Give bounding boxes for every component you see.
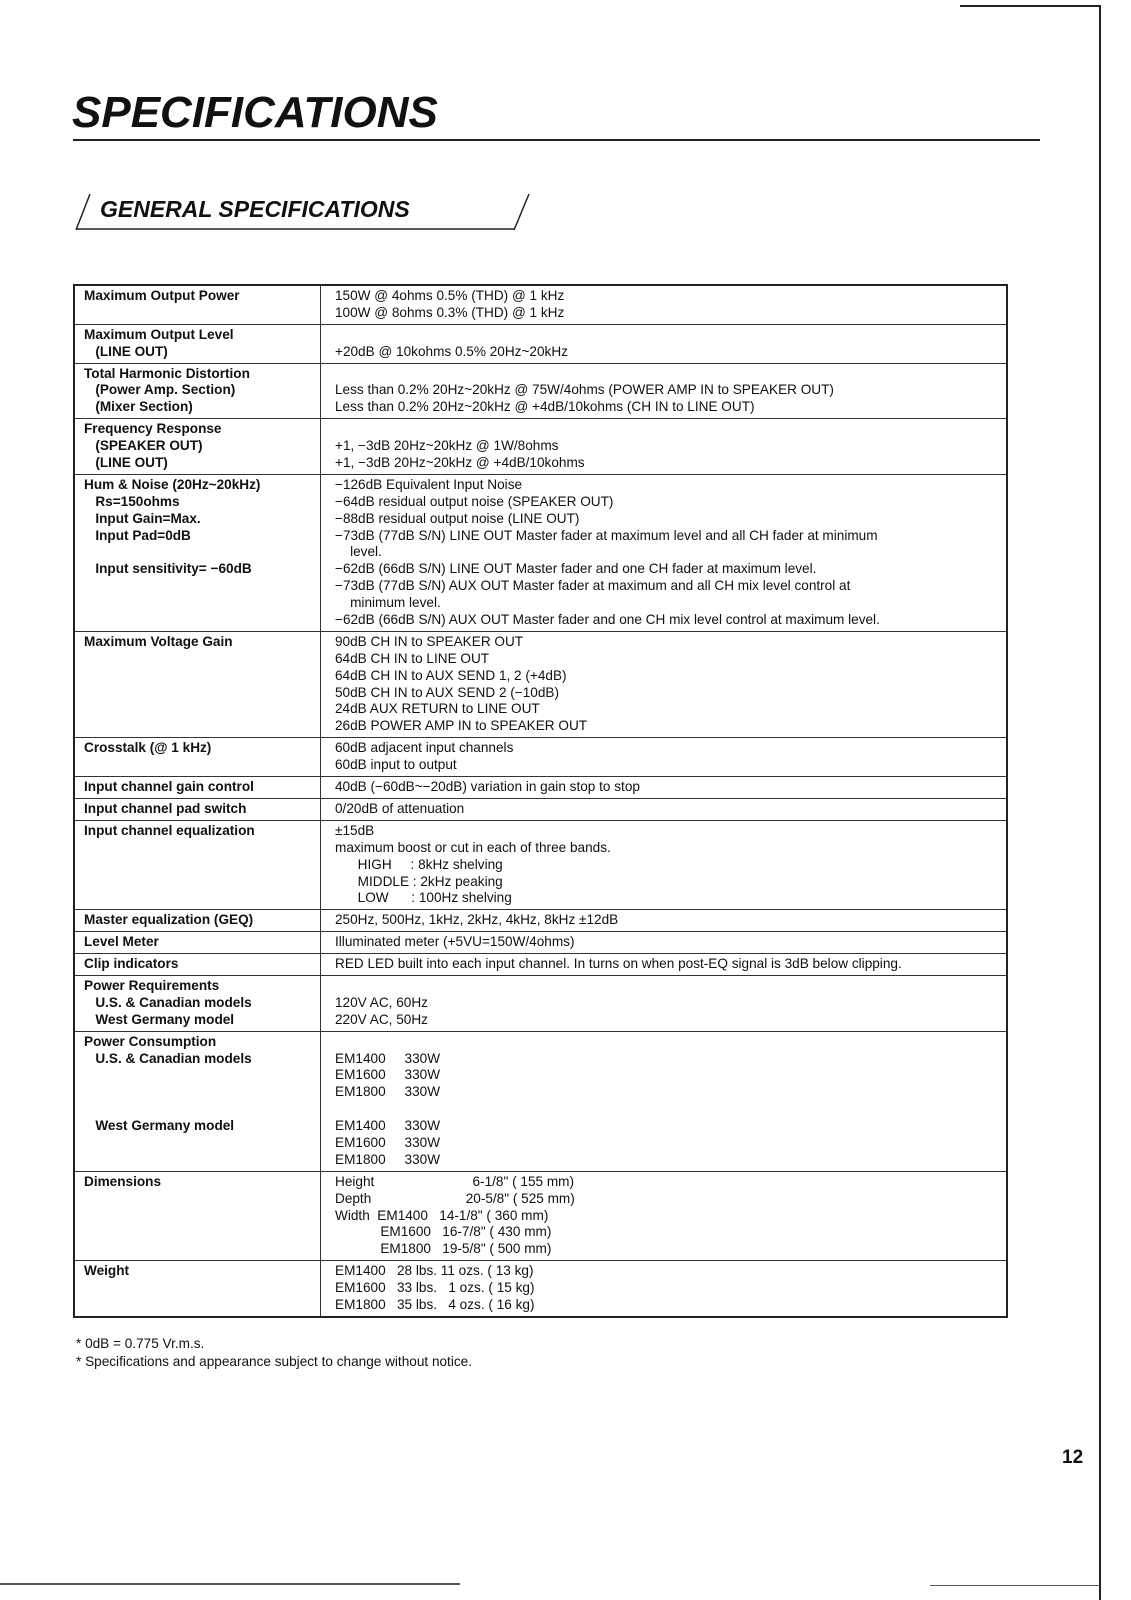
spec-row	[74, 285, 1007, 324]
spec-value: 50dB CH IN to AUX SEND 2 (−10dB)	[335, 684, 560, 700]
spec-value	[335, 366, 998, 383]
spec-row	[74, 910, 1007, 932]
spec-value: level.	[335, 544, 382, 560]
spec-value: EM1800 330W	[335, 1084, 441, 1100]
spec-value: +1, −3dB 20Hz~20kHz @ 1W/8ohms	[335, 438, 559, 454]
spec-value: LOW : 100Hz shelving	[335, 890, 512, 906]
spec-value: 60dB input to output	[335, 757, 457, 773]
spec-label: Crosstalk (@ 1 kHz)	[84, 740, 212, 756]
spec-value-cell	[321, 324, 1008, 363]
spec-value: −73dB (77dB S/N) AUX OUT Master fader at maximum and all CH mix level control at	[335, 578, 851, 594]
spec-value-cell	[321, 285, 1008, 324]
spec-value: RED LED built into each input channel. In turns on when post-EQ signal is 3dB below clipping.	[335, 956, 902, 972]
spec-label: Input channel equalization	[84, 822, 255, 838]
spec-value: −62dB (66dB S/N) LINE OUT Master fader and one CH fader at maximum level.	[335, 561, 817, 577]
spec-label-cell	[74, 975, 321, 1031]
spec-label-cell	[74, 798, 321, 820]
spec-value	[335, 327, 998, 344]
spec-row	[74, 1031, 1007, 1171]
spec-value: EM1400 28 lbs. 11 ozs. ( 13 kg)	[335, 1263, 534, 1279]
spec-label-cell	[74, 738, 321, 777]
spec-value: EM1400 330W	[335, 1118, 441, 1134]
spec-label-cell	[74, 777, 321, 799]
page-border-bottom-right	[930, 1585, 1100, 1586]
spec-label-cell	[74, 285, 321, 324]
spec-label: Maximum Output Level	[84, 326, 234, 342]
spec-label: (LINE OUT)	[84, 343, 168, 359]
spec-value: EM1800 330W	[335, 1151, 441, 1167]
spec-value	[335, 1034, 998, 1051]
spec-value: 90dB CH IN to SPEAKER OUT	[335, 633, 524, 649]
spec-value-cell	[321, 474, 1008, 631]
spec-label: Dimensions	[84, 1173, 162, 1189]
spec-label-cell	[74, 910, 321, 932]
spec-value-cell	[321, 798, 1008, 820]
spec-row	[74, 324, 1007, 363]
spec-value-cell	[321, 1261, 1008, 1317]
spec-value: ±15dB	[335, 822, 375, 838]
spec-label: West Germany model	[84, 1011, 235, 1027]
spec-label-cell	[74, 363, 321, 419]
spec-value: 60dB adjacent input channels	[335, 740, 514, 756]
spec-value: Less than 0.2% 20Hz~20kHz @ +4dB/10kohms (CH IN to LINE OUT)	[335, 399, 755, 415]
spec-value: 26dB POWER AMP IN to SPEAKER OUT	[335, 718, 588, 734]
spec-row	[74, 777, 1007, 799]
page-border-top	[960, 5, 1101, 7]
spec-label-cell	[74, 419, 321, 475]
spec-value-cell	[321, 419, 1008, 475]
spec-label-cell	[74, 932, 321, 954]
spec-row	[74, 820, 1007, 909]
spec-value: 0/20dB of attenuation	[335, 800, 465, 816]
spec-label-cell	[74, 1171, 321, 1260]
spec-label: Input Pad=0dB	[84, 527, 191, 543]
spec-value-cell	[321, 1031, 1008, 1171]
spec-label: Level Meter	[84, 934, 159, 950]
spec-value: −62dB (66dB S/N) AUX OUT Master fader and one CH mix level control at maximum level.	[335, 612, 880, 628]
spec-value: 24dB AUX RETURN to LINE OUT	[335, 701, 540, 717]
section-title: GENERAL SPECIFICATIONS	[100, 196, 410, 222]
spec-value: Illuminated meter (+5VU=150W/4ohms)	[335, 934, 575, 950]
spec-label: Hum & Noise (20Hz~20kHz)	[84, 476, 261, 492]
spec-label: Maximum Voltage Gain	[84, 633, 233, 649]
spec-value: minimum level.	[335, 595, 441, 611]
spec-value: +20dB @ 10kohms 0.5% 20Hz~20kHz	[335, 343, 568, 359]
spec-value-cell	[321, 820, 1008, 909]
spec-label: Input sensitivity= −60dB	[84, 561, 252, 577]
spec-value-cell	[321, 910, 1008, 932]
spec-label-cell	[74, 474, 321, 631]
spec-row	[74, 738, 1007, 777]
spec-label: Input Gain=Max.	[84, 510, 201, 526]
spec-value: −126dB Equivalent Input Noise	[335, 476, 523, 492]
spec-label: Total Harmonic Distortion	[84, 365, 250, 381]
spec-value: EM1400 330W	[335, 1050, 441, 1066]
spec-label: (LINE OUT)	[84, 455, 168, 471]
spec-value-cell	[321, 1171, 1008, 1260]
spec-value-cell	[321, 363, 1008, 419]
spec-row	[74, 954, 1007, 976]
spec-label	[84, 1084, 312, 1101]
spec-value: MIDDLE : 2kHz peaking	[335, 873, 503, 889]
spec-value: 100W @ 8ohms 0.3% (THD) @ 1 kHz	[335, 304, 565, 320]
spec-value-cell	[321, 738, 1008, 777]
spec-label: Clip indicators	[84, 956, 179, 972]
spec-value: EM1600 330W	[335, 1067, 441, 1083]
spec-label: Input channel gain control	[84, 779, 254, 795]
spec-value: −88dB residual output noise (LINE OUT)	[335, 510, 580, 526]
spec-label-cell	[74, 1031, 321, 1171]
spec-label-cell	[74, 820, 321, 909]
spec-row	[74, 631, 1007, 737]
page-border-right	[1099, 6, 1101, 1600]
spec-label: Input channel pad switch	[84, 800, 247, 816]
spec-label	[84, 1101, 312, 1118]
spec-value: 64dB CH IN to LINE OUT	[335, 650, 490, 666]
spec-label-cell	[74, 631, 321, 737]
spec-value: 64dB CH IN to AUX SEND 1, 2 (+4dB)	[335, 667, 567, 683]
footnote: * Specifications and appearance subject to change without notice.	[76, 1354, 472, 1369]
spec-value-cell	[321, 631, 1008, 737]
spec-row	[74, 1261, 1007, 1317]
spec-value: HIGH : 8kHz shelving	[335, 856, 503, 872]
title-underline	[73, 139, 1040, 141]
spec-value: EM1600 330W	[335, 1134, 441, 1150]
spec-label: Rs=150ohms	[84, 493, 180, 509]
spec-value-cell	[321, 954, 1008, 976]
spec-row	[74, 975, 1007, 1031]
spec-value-cell	[321, 975, 1008, 1031]
spec-value	[335, 421, 998, 438]
spec-value	[335, 1101, 998, 1118]
spec-row	[74, 419, 1007, 475]
spec-label: U.S. & Canadian models	[84, 1050, 252, 1066]
spec-value: 250Hz, 500Hz, 1kHz, 2kHz, 4kHz, 8kHz ±12dB	[335, 912, 619, 928]
spec-value: 40dB (−60dB~−20dB) variation in gain stop to stop	[335, 779, 640, 795]
spec-value: −64dB residual output noise (SPEAKER OUT)	[335, 493, 614, 509]
spec-label: Power Consumption	[84, 1033, 217, 1049]
spec-label: (Mixer Section)	[84, 399, 193, 415]
spec-value: maximum boost or cut in each of three bands.	[335, 839, 611, 855]
spec-label	[84, 544, 312, 561]
spec-value: Depth 20-5/8" ( 525 mm)	[335, 1190, 575, 1206]
spec-value: 120V AC, 60Hz	[335, 994, 428, 1010]
spec-row	[74, 1171, 1007, 1260]
spec-value: Height 6-1/8" ( 155 mm)	[335, 1173, 575, 1189]
spec-value: −73dB (77dB S/N) LINE OUT Master fader at maximum level and all CH fader at minimum	[335, 527, 878, 543]
spec-row	[74, 932, 1007, 954]
spec-label	[84, 1067, 312, 1084]
spec-label: Power Requirements	[84, 977, 220, 993]
spec-label-cell	[74, 954, 321, 976]
spec-label: West Germany model	[84, 1118, 235, 1134]
footnote: * 0dB = 0.775 Vr.m.s.	[76, 1336, 205, 1351]
page-border-bottom	[0, 1583, 460, 1585]
spec-value: +1, −3dB 20Hz~20kHz @ +4dB/10kohms	[335, 455, 585, 471]
spec-value-cell	[321, 932, 1008, 954]
spec-value: EM1600 33 lbs. 1 ozs. ( 15 kg)	[335, 1280, 535, 1296]
spec-label: Weight	[84, 1263, 130, 1279]
spec-value: EM1800 35 lbs. 4 ozs. ( 16 kg)	[335, 1296, 535, 1312]
spec-row	[74, 474, 1007, 631]
spec-row	[74, 798, 1007, 820]
spec-value: Less than 0.2% 20Hz~20kHz @ 75W/4ohms (POWER AMP IN to SPEAKER OUT)	[335, 382, 834, 398]
spec-value: Width EM1400 14-1/8" ( 360 mm)	[335, 1207, 549, 1223]
spec-label: (SPEAKER OUT)	[84, 438, 203, 454]
spec-label-cell	[74, 1261, 321, 1317]
spec-label: U.S. & Canadian models	[84, 994, 252, 1010]
spec-value	[335, 978, 998, 995]
spec-value: 150W @ 4ohms 0.5% (THD) @ 1 kHz	[335, 288, 565, 303]
spec-value: EM1600 16-7/8" ( 430 mm)	[335, 1224, 552, 1240]
spec-label-cell	[74, 324, 321, 363]
spec-label: (Power Amp. Section)	[84, 382, 236, 398]
spec-label: Frequency Response	[84, 421, 222, 437]
spec-row	[74, 363, 1007, 419]
page-title: SPECIFICATIONS	[72, 88, 438, 137]
spec-value: 220V AC, 50Hz	[335, 1011, 428, 1027]
spec-value-cell	[321, 777, 1008, 799]
page-number: 12	[1062, 1447, 1084, 1468]
spec-value: EM1800 19-5/8" ( 500 mm)	[335, 1241, 552, 1257]
spec-label: Maximum Output Power	[84, 288, 240, 303]
spec-label: Master equalization (GEQ)	[84, 912, 254, 928]
spec-table	[73, 284, 1008, 1318]
